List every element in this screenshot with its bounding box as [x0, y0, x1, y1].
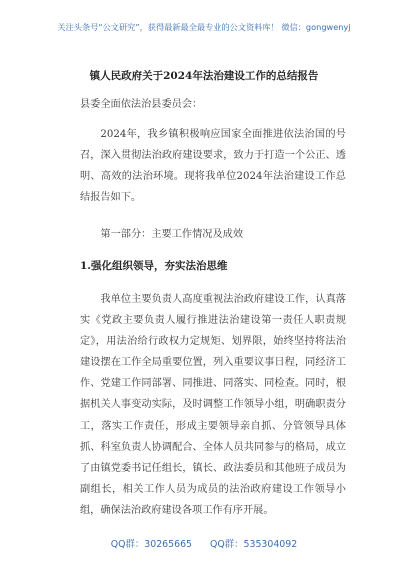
qq-group-left: QQ群：30265665 [110, 539, 193, 550]
section-label: 第一部分：主要工作情况及成效 [100, 229, 244, 240]
header-banner: 关注头条号“公文研究”，获得最新最全最专业的公文资料库！ 微信：gongwenyj [57, 22, 351, 32]
subheading: 1.强化组织领导，夯实法治思维 [80, 260, 228, 272]
qq-group-right: QQ群：535304092 [210, 539, 298, 550]
intro-paragraph: 2024年，我乡镇积极响应国家全面推进依法治国的号召，深入贯彻法治政府建设要求，致力于打造一个公正、透明、高效的法治环境。现将我单位2024年法治建设工作总结报告如下。 [80, 129, 346, 204]
salutation: 县委全面依法治县委员会： [80, 99, 203, 110]
footer-qq-groups [0, 536, 408, 550]
document-title: 镇人民政府关于2024年法治建设工作的总结报告 [89, 70, 319, 82]
body-paragraph: 我单位主要负责人高度重视法治政府建设工作，认真落实《党政主要负责人履行推进法治建设第一责任人职责规定》，用法治给行政权力定规矩、划界限，始终坚持将法治建设摆在工作全局重要位置，列入重要议事日程，同经济工作、党建工作同部署、同推进、同落实、同检查。同时，根据机关人事变动实际，及时调整工作领导小组，明确职责分工，落实工作责任，形成主要领导亲自抓、分管领导具体抓、科室负责人协调配合、全体人员共同参与的格局，成立了由镇党委书记任组长，镇长、政法委员和其他班子成员为副组长，相关工作人员为成员的法治政府建设工作领导小组，确保法治政府建设各项工作有序开展。 [80, 294, 346, 516]
